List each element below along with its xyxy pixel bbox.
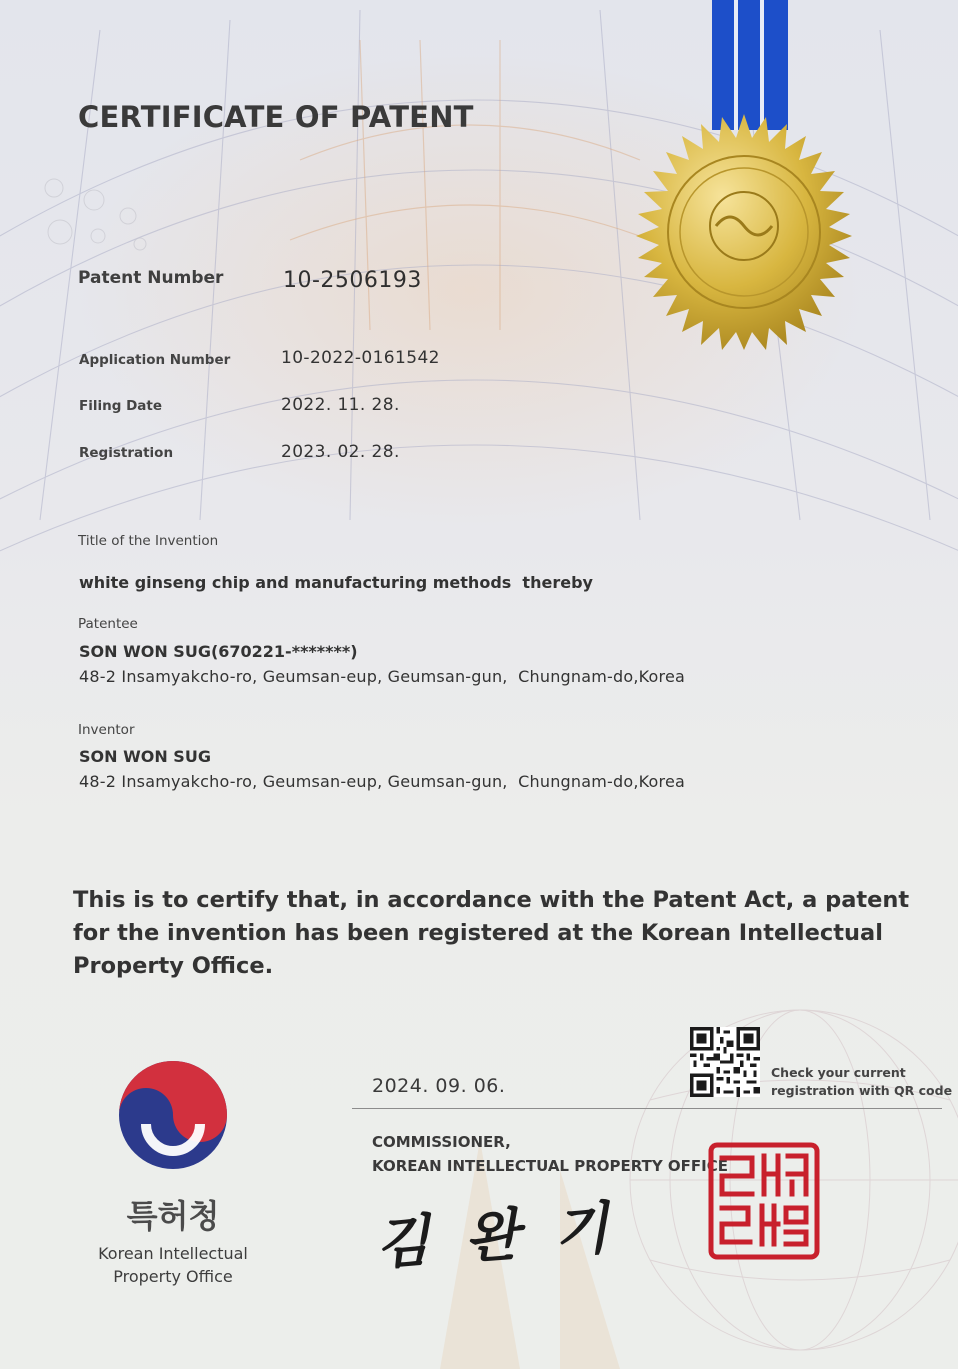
patentee-name: SON WON SUG(670221-*******) bbox=[79, 642, 358, 661]
office-name-english: Korean Intellectual Property Office bbox=[98, 1244, 248, 1286]
qr-code-note bbox=[771, 1064, 952, 1100]
registration-label: Registration bbox=[79, 445, 174, 461]
qr-note-line-1: Check your current bbox=[771, 1065, 906, 1080]
office-name-korean: 특허청 bbox=[126, 1197, 220, 1235]
commissioner-line-2: KOREAN INTELLECTUAL PROPERTY OFFICE bbox=[372, 1157, 729, 1175]
patent-number-label: Patent Number bbox=[78, 268, 224, 288]
inventor-label: Inventor bbox=[78, 722, 135, 738]
patentee-label: Patentee bbox=[78, 616, 138, 632]
filing-date-value: 2022. 11. 28. bbox=[281, 395, 400, 415]
inventor-name: SON WON SUG bbox=[79, 747, 211, 766]
registration-date-value: 2023. 02. 28. bbox=[281, 442, 400, 462]
application-number-label: Application Number bbox=[79, 352, 231, 368]
gold-seal-icon bbox=[626, 114, 862, 350]
invention-title-label: Title of the Invention bbox=[78, 533, 219, 549]
qr-code-icon[interactable] bbox=[690, 1027, 760, 1097]
red-official-stamp-icon bbox=[708, 1142, 820, 1260]
commissioner-block bbox=[372, 1130, 728, 1178]
patent-number-value: 10-2506193 bbox=[283, 268, 422, 293]
qr-note-line-2: registration with QR code bbox=[771, 1083, 953, 1098]
filing-date-label: Filing Date bbox=[79, 398, 163, 414]
issue-date: 2024. 09. 06. bbox=[372, 1075, 506, 1097]
application-number-value: 10-2022-0161542 bbox=[281, 348, 440, 368]
taegeuk-emblem-icon bbox=[116, 1058, 230, 1172]
seal-ribbon-icon bbox=[712, 0, 788, 130]
certification-statement: This is to certify that, in accordance with the Patent Act, a patent for the invention has been registered at the Korean Intellectual Property Office. bbox=[73, 887, 910, 979]
certificate-title: CERTIFICATE OF PATENT bbox=[78, 100, 474, 134]
signature-divider bbox=[352, 1108, 942, 1109]
invention-title-value: white ginseng chip and manufacturing methods thereby bbox=[79, 573, 593, 592]
commissioner-line-1: COMMISSIONER, bbox=[372, 1133, 511, 1151]
patentee-address: 48-2 Insamyakcho-ro, Geumsan-eup, Geumsan-gun, Chungnam-do,Korea bbox=[79, 667, 686, 686]
inventor-address: 48-2 Insamyakcho-ro, Geumsan-eup, Geumsan-gun, Chungnam-do,Korea bbox=[79, 772, 686, 791]
commissioner-signature: 김 완 기 bbox=[373, 1194, 619, 1278]
